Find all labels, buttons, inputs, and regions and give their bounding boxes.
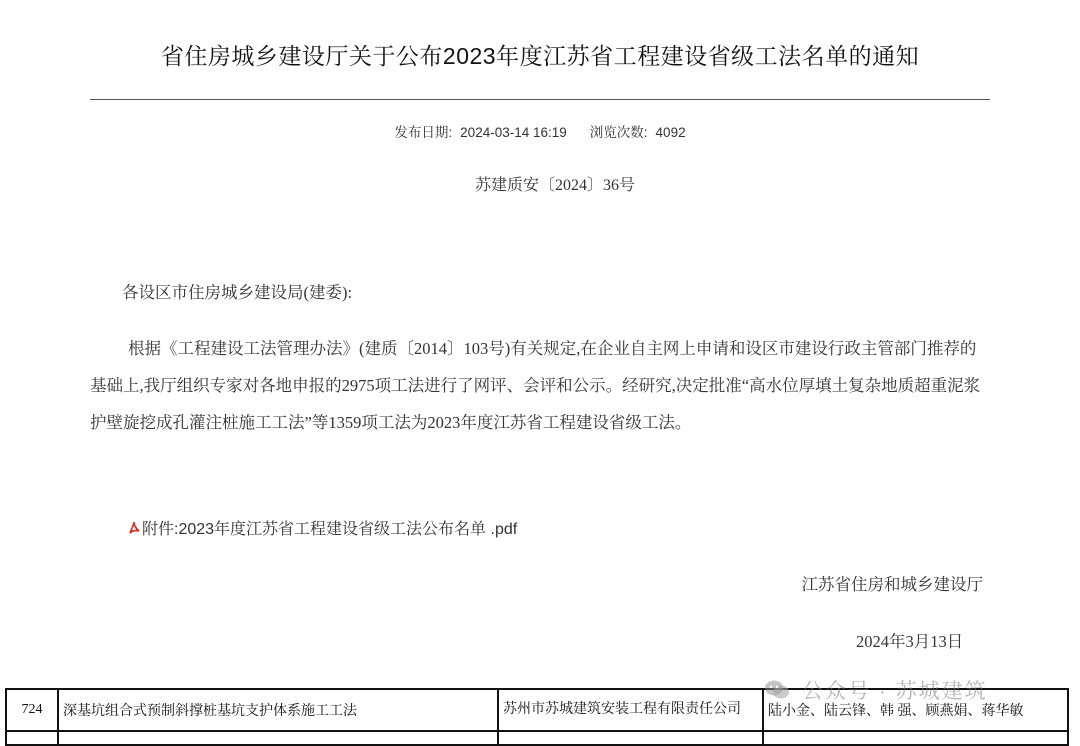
views-label: 浏览次数: — [589, 125, 648, 140]
attachment-link[interactable]: 2023年度江苏省工程建设省级工法公布名单 .pdf — [178, 521, 518, 538]
views-count: 4092 — [655, 125, 686, 140]
meta-line — [0, 121, 1080, 141]
row-number: 724 — [6, 689, 58, 731]
body-paragraph: 根据《工程建设工法管理办法》(建质〔2014〕103号)有关规定,在企业自主网上申请和设区市建设行政主管部门推荐的基础上,我厅组织专家对各地申报的2975项工法进行了网评、会评和公示。经研究,决定批准“高水位厚填土复杂地质超重泥浆护壁旋挖成孔灌注桩施工工法”等1359项工法为2023年度江苏省工程建设省级工法。 — [90, 339, 981, 432]
cell — [6, 731, 58, 745]
method-name: 深基坑组合式预制斜撑桩基坑支护体系施工工法 — [58, 689, 498, 731]
cell — [58, 731, 498, 745]
attachment-label: 附件: — [142, 521, 179, 538]
completers: 陆小金、陆云锋、韩 强、顾燕娟、蒋华敏 — [763, 689, 1068, 731]
watermark-text: 公众号 · 苏城建筑 — [802, 680, 988, 703]
attachment-line — [128, 516, 517, 539]
wechat-icon — [764, 679, 790, 701]
title-divider — [90, 99, 990, 100]
publish-date: 2024-03-14 16:19 — [460, 125, 567, 140]
cell — [498, 731, 763, 745]
sign-date: 2024年3月13日 — [856, 632, 964, 651]
pdf-icon — [128, 521, 140, 535]
company-name: 苏州市苏城建筑安装工程有限责任公司 — [498, 689, 763, 731]
notice-title: 省住房城乡建设厅关于公布2023年度江苏省工程建设省级工法名单的通知 — [160, 43, 920, 69]
document-number: 苏建质安〔2024〕36号 — [474, 177, 635, 194]
table-row-partial — [6, 731, 1068, 745]
signature: 江苏省住房和城乡建设厅 — [801, 575, 983, 594]
salutation: 各设区市住房城乡建设局(建委): — [122, 283, 353, 302]
watermark — [764, 675, 988, 705]
cell — [763, 731, 1068, 745]
publish-label: 发布日期: — [394, 125, 453, 140]
